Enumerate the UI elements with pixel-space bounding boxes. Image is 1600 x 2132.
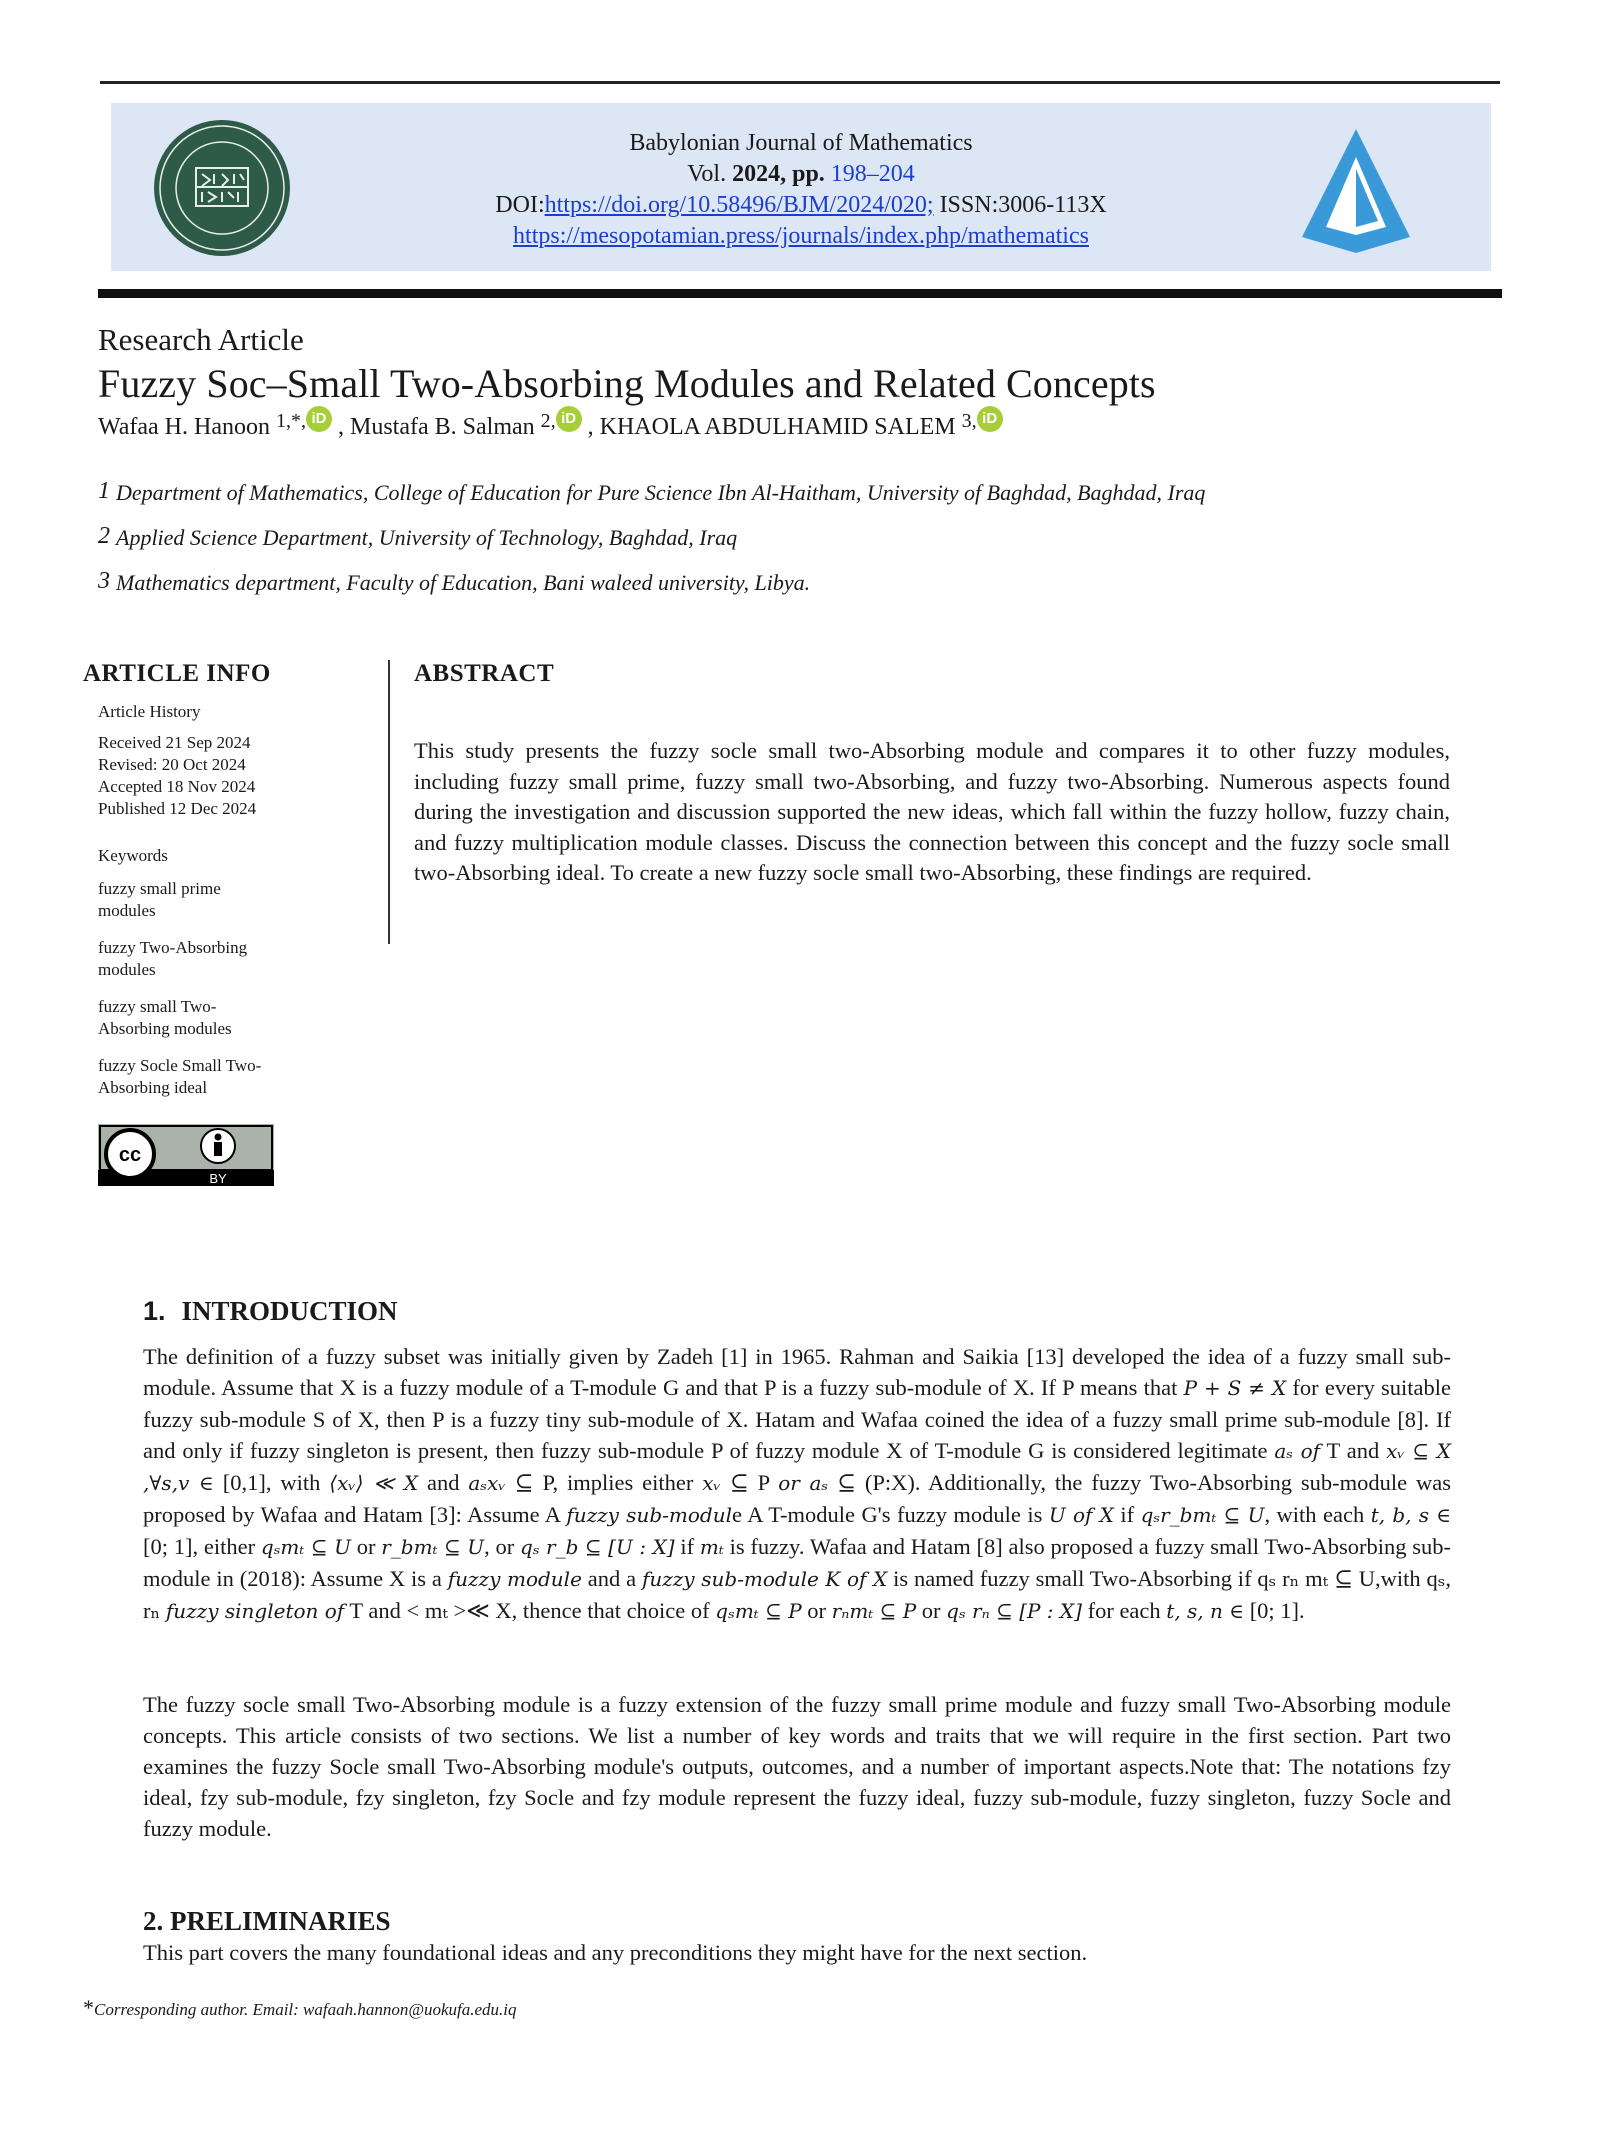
abstract-text: This study presents the fuzzy socle small two-Absorbing module and compares it to other fuzzy modules, including fuzzy small prime, fuzzy small two-Absorbing, and fuzzy two-Absorbing. Numerous aspects found during the investigation and discussion supported the new ideas, which fall within the fuzzy hollow, fuzzy chain, and fuzzy multiplication module classes. Discuss the connection between this concept and the fuzzy socle small two-Absorbing ideal. To create a new fuzzy socle small two-Absorbing, these findings are required.	[414, 738, 1450, 885]
top-rule	[100, 81, 1500, 84]
keyword: fuzzy Two-Absorbing modules	[98, 938, 248, 979]
author-name: Wafaa H. Hanoon	[98, 414, 276, 440]
orcid-icon[interactable]: iD	[977, 406, 1003, 432]
article-info-heading: ARTICLE INFO	[83, 660, 271, 687]
journal-citation	[111, 128, 1491, 252]
by-label: BY	[209, 1171, 227, 1186]
journal-url-link[interactable]: https://mesopotamian.press/journals/index.php/mathematics	[513, 223, 1089, 249]
revised-date: Revised: 20 Oct 2024	[98, 755, 246, 774]
volume-line: Vol. 2024, pp. 198–204	[687, 161, 915, 187]
article-history	[98, 732, 256, 820]
affiliation: $^2$ Applied Science Department, University of Technology, Baghdad, Iraq	[98, 523, 738, 550]
introduction-paragraph-2: The fuzzy socle small Two-Absorbing module is a fuzzy extension of the fuzzy small prime module and fuzzy small Two-Absorbing module concepts. This article consists of two sections. We list a number of key words and traits that we will require in the first section. Part two examines the fuzzy Socle small Two-Absorbing module's outputs, outcomes, and a number of important aspects.Note that: The notations fzy ideal, fzy sub-module, fzy singleton, fzy Socle and fzy module represent the fuzzy ideal, fuzzy sub-module, fuzzy singleton, fuzzy Socle and fuzzy module.	[143, 1692, 1451, 1841]
cc-label: cc	[118, 1144, 142, 1166]
corresponding-author-footnote: *Corresponding author. Email: wafaah.hannon@uokufa.edu.iq	[83, 1995, 517, 2020]
orcid-icon[interactable]: iD	[556, 406, 582, 432]
column-divider	[388, 660, 390, 944]
abstract-heading: ABSTRACT	[414, 660, 555, 687]
affiliation: $^1$ Department of Mathematics, College of Education for Pure Science Ibn Al-Haitham, University of Baghdad, Baghdad, Iraq	[98, 478, 1206, 505]
preliminaries-text: This part covers the many foundational ideas and any preconditions they might have for the next section.	[143, 1940, 1088, 1965]
article-type: Research Article	[98, 322, 304, 357]
received-date: Received 21 Sep 2024	[98, 733, 251, 752]
doi-link[interactable]: https://doi.org/10.58496/BJM/2024/020;	[544, 192, 934, 218]
header-divider	[98, 289, 1502, 298]
journal-pyramid-logo	[1298, 125, 1414, 257]
introduction-paragraph-1: The definition of a fuzzy subset was initially given by Zadeh [1] in 1965. Rahman and Saikia [13] developed the idea of a fuzzy small sub-module. Assume that X is a fuzzy module of a T-module G and that P is a fuzzy sub-module of X. If P means that P + S ≠ X for every suitable fuzzy sub-module S of X, then P is a fuzzy tiny sub-module of X. Hatam and Wafaa coined the idea of a fuzzy small prime sub-module [8]. If and only if fuzzy singleton is present, then fuzzy sub-module P of fuzzy module X of T-module G is considered legitimate aₛ of T and xᵥ ⊆ X ,∀s,v ∈ [0,1], with ⟨xᵥ⟩ ≪ X and aₛxᵥ ⊆ P, implies either xᵥ ⊆ P or aₛ ⊆ (P:X). Additionally, the fuzzy Two-Absorbing sub-module was proposed by Wafaa and Hatam [3]: Assume A fuzzy sub-module A T-module G's fuzzy module is U of X if qₛr_bmₜ ⊆ U, with each t, b, s ∈ [0; 1], either qₛmₜ ⊆ U or r_bmₜ ⊆ U, or qₛ r_b ⊆ [U : X] if mₜ is fuzzy. Wafaa and Hatam [8] also proposed a fuzzy small Two-Absorbing sub-module in (2018): Assume X is a fuzzy module and a fuzzy sub-module K of X is named fuzzy small Two-Absorbing if qₛ rₙ mₜ ⊆ U,with qₛ, rₙ fuzzy singleton of T and < mₜ >≪ X, thence that choice of qₛmₜ ⊆ P or rₙmₜ ⊆ P or qₛ rₙ ⊆ [P : X] for each t, s, n ∈ [0; 1].	[143, 1344, 1452, 1623]
author-list: Wafaa H. Hanoon $^{1,*,}$ iD , Mustafa B. Salman $^{2,}$ iD , KHAOLA ABDULHAMID SALEM $^{3,}$ iD	[98, 414, 1003, 441]
affiliation: $^3$ Mathematics department, Faculty of Education, Bani waleed university, Libya.	[98, 568, 811, 595]
cc-by-license-badge[interactable]	[98, 1124, 274, 1186]
journal-name: Babylonian Journal of Mathematics	[629, 130, 973, 156]
keywords-label: Keywords	[98, 846, 168, 865]
article-title: Fuzzy Soc–Small Two-Absorbing Modules and Related Concepts	[98, 361, 1156, 406]
author-name: , KHAOLA ABDULHAMID SALEM	[581, 414, 962, 440]
keyword: fuzzy small prime modules	[98, 879, 221, 920]
published-date: Published 12 Dec 2024	[98, 799, 257, 818]
keyword: fuzzy small Two- Absorbing modules	[98, 997, 232, 1038]
introduction-heading: 1. INTRODUCTION	[143, 1296, 398, 1326]
doi-line: DOI:https://doi.org/10.58496/BJM/2024/020; ISSN:3006-113X	[495, 192, 1107, 218]
orcid-icon[interactable]: iD	[306, 406, 332, 432]
page-range: 198–204	[830, 161, 915, 187]
history-label: Article History	[98, 702, 201, 721]
author-name: , Mustafa B. Salman	[332, 414, 541, 440]
accepted-date: Accepted 18 Nov 2024	[98, 777, 256, 796]
preliminaries-heading: 2. PRELIMINARIES	[143, 1906, 391, 1936]
keyword: fuzzy Socle Small Two- Absorbing ideal	[98, 1056, 262, 1097]
